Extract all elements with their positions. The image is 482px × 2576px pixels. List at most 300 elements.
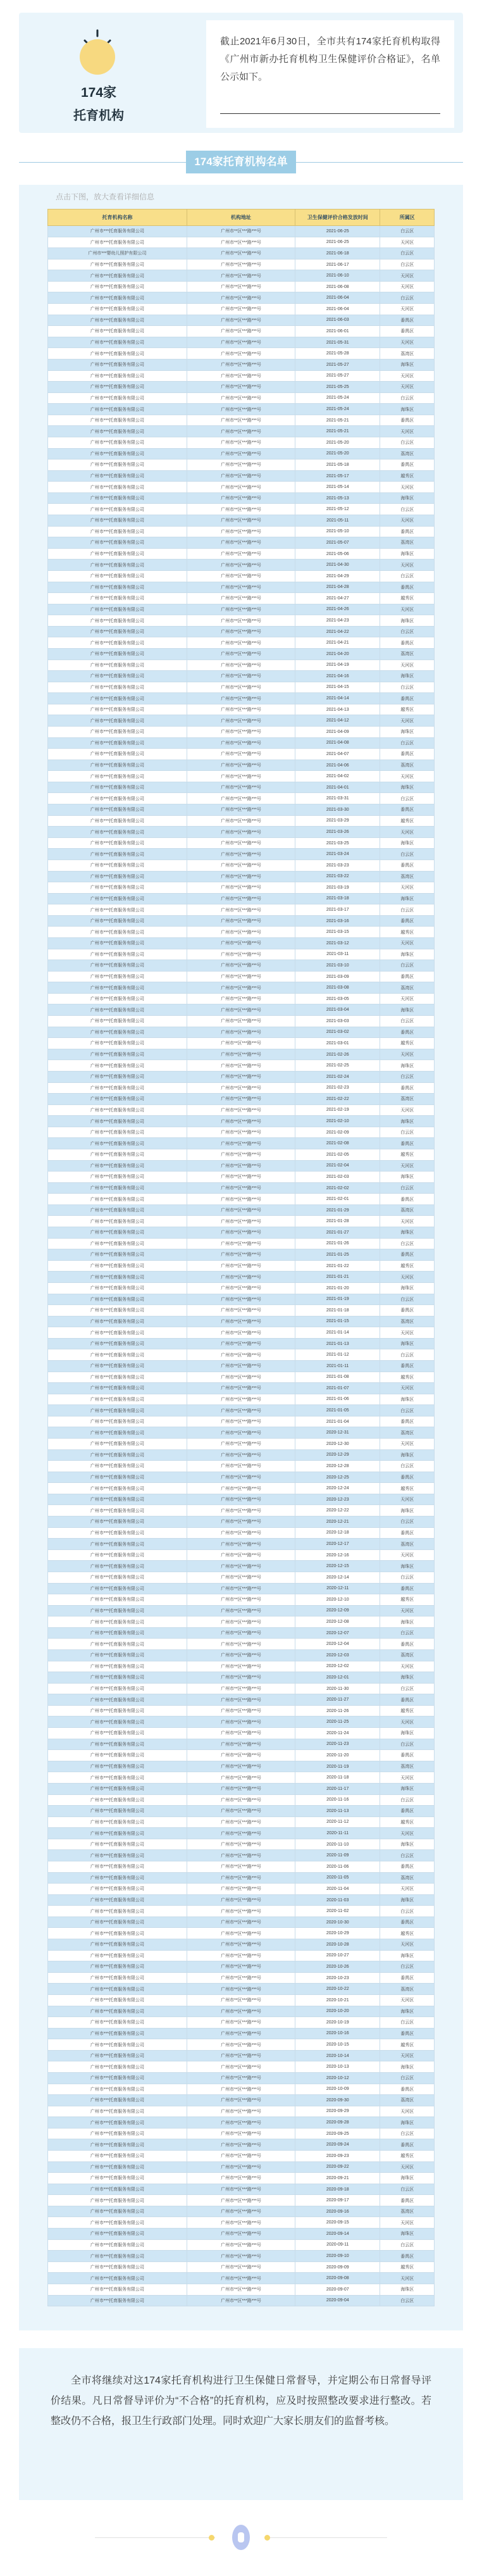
cell-district: 白云区 [380,1572,435,1583]
cell-date: 2020-10-16 [295,2028,380,2039]
cell-district: 番禺区 [380,693,435,704]
divider [220,113,440,114]
cell-district: 天河区 [380,715,435,727]
cell-date: 2021-03-22 [295,871,380,882]
cell-address: 广州市**区***路***号 [187,2229,295,2240]
cell-date: 2020-10-12 [295,2072,380,2084]
cell-org-name: 广州市***托育服务有限公司 [48,1227,187,1239]
cell-date: 2021-01-22 [295,1260,380,1272]
cell-date: 2020-12-15 [295,1561,380,1572]
table-row [48,927,435,938]
cell-org-name: 广州市***托育服务有限公司 [48,326,187,337]
cell-date: 2021-01-25 [295,1249,380,1261]
cell-date: 2021-01-26 [295,1238,380,1249]
cell-district: 天河区 [380,993,435,1004]
cell-district: 番禺区 [380,860,435,871]
table-row [48,437,435,448]
cell-district: 荔湾区 [380,982,435,994]
cell-address: 广州市**区***路***号 [187,927,295,938]
table-row [48,1405,435,1416]
cell-date: 2020-11-03 [295,1894,380,1906]
cell-date: 2020-09-10 [295,2251,380,2262]
cell-date: 2021-05-10 [295,526,380,537]
table-row [48,2229,435,2240]
cell-district: 越秀区 [380,1816,435,1828]
cell-address: 广州市**区***路***号 [187,392,295,404]
table-row [48,815,435,827]
cell-date: 2021-06-04 [295,292,380,304]
cell-org-name: 广州市***托育服务有限公司 [48,1427,187,1439]
cell-district: 番禺区 [380,1583,435,1594]
cell-address: 广州市**区***路***号 [187,1472,295,1483]
table-row [48,315,435,326]
cell-org-name: 广州市***托育服务有限公司 [48,1149,187,1160]
cell-address: 广州市**区***路***号 [187,315,295,326]
cell-date: 2021-01-19 [295,1294,380,1305]
footer-decoration [0,2522,482,2560]
cell-address: 广州市**区***路***号 [187,648,295,660]
table-row [48,1071,435,1082]
cell-district: 白云区 [380,682,435,693]
badge-title: 174家 [80,85,117,100]
cell-district: 海珠区 [380,1116,435,1127]
cell-date: 2020-11-09 [295,1850,380,1861]
cell-date: 2021-03-31 [295,793,380,804]
table-row [48,749,435,760]
cell-district: 越秀区 [380,2151,435,2162]
table-row [48,2239,435,2251]
cell-org-name: 广州市***托育服务有限公司 [48,2106,187,2117]
cell-address: 广州市**区***路***号 [187,1216,295,1227]
table-row [48,1561,435,1572]
cell-address: 广州市**区***路***号 [187,1272,295,1283]
cell-date: 2020-09-22 [295,2161,380,2173]
table-row [48,1716,435,1728]
cell-date: 2021-05-18 [295,460,380,471]
table-header-row [48,209,435,226]
table-row [48,1483,435,1494]
table-row [48,1650,435,1661]
cell-date: 2021-01-20 [295,1282,380,1294]
cell-date: 2020-12-10 [295,1594,380,1606]
cell-district: 白云区 [380,1405,435,1416]
cell-org-name: 广州市***托育服务有限公司 [48,1104,187,1116]
count-badge [42,28,156,123]
cell-address: 广州市**区***路***号 [187,1906,295,1917]
cell-org-name: 广州市***托育服务有限公司 [48,2206,187,2217]
cell-address: 广州市**区***路***号 [187,1661,295,1672]
table-row [48,1839,435,1850]
cell-date: 2021-01-08 [295,1372,380,1383]
cell-org-name: 广州市***托育服务有限公司 [48,615,187,627]
cell-address: 广州市**区***路***号 [187,1527,295,1539]
cell-date: 2020-09-15 [295,2217,380,2229]
intro-text: 截止2021年6月30日，全市共有174家托育机构取得《广州市新办托育机构卫生保健评价合格证》，名单公示如下。 [220,36,440,82]
table-row [48,292,435,304]
cell-org-name: 广州市***托育服务有限公司 [48,815,187,827]
cell-address: 广州市**区***路***号 [187,615,295,627]
cell-district: 白云区 [380,1294,435,1305]
cell-address: 广州市**区***路***号 [187,2161,295,2173]
cell-address: 广州市**区***路***号 [187,2217,295,2229]
cell-address: 广州市**区***路***号 [187,1605,295,1616]
cell-date: 2021-05-27 [295,370,380,382]
cell-date: 2021-02-05 [295,1149,380,1160]
table-row [48,460,435,471]
cell-address: 广州市**区***路***号 [187,426,295,437]
cell-district: 荔湾区 [380,1984,435,1995]
cell-date: 2020-12-11 [295,1583,380,1594]
table-row [48,1739,435,1750]
cell-district: 越秀区 [380,1594,435,1606]
table-row [48,2151,435,2162]
cell-date: 2021-03-15 [295,927,380,938]
cell-address: 广州市**区***路***号 [187,2117,295,2129]
cell-date: 2020-11-18 [295,1772,380,1784]
table-row [48,782,435,793]
cell-address: 广州市**区***路***号 [187,1783,295,1794]
cell-org-name: 广州市***托育服务有限公司 [48,2050,187,2061]
cell-address: 广州市**区***路***号 [187,1561,295,1572]
cell-date: 2021-03-30 [295,804,380,816]
cell-date: 2021-04-21 [295,637,380,649]
cell-address: 广州市**区***路***号 [187,1204,295,1216]
cell-org-name: 广州市***托育服务有限公司 [48,1716,187,1728]
cell-district: 越秀区 [380,593,435,604]
cell-org-name: 广州市***托育服务有限公司 [48,460,187,471]
cell-org-name: 广州市***托育服务有限公司 [48,1694,187,1706]
cell-address: 广州市**区***路***号 [187,448,295,460]
table-row [48,1516,435,1528]
cell-district: 海珠区 [380,1227,435,1239]
cell-date: 2020-09-14 [295,2229,380,2240]
cell-address: 广州市**区***路***号 [187,2261,295,2273]
cell-district: 白云区 [380,437,435,448]
cell-date: 2021-03-05 [295,993,380,1004]
cell-date: 2021-01-18 [295,1305,380,1316]
table-row [48,827,435,838]
cell-date: 2021-05-11 [295,515,380,527]
cell-org-name: 广州市***托育服务有限公司 [48,2273,187,2284]
cell-org-name: 广州市***托育服务有限公司 [48,804,187,816]
cell-district: 天河区 [380,1160,435,1172]
cell-date: 2021-05-06 [295,548,380,560]
cell-address: 广州市**区***路***号 [187,1372,295,1383]
cell-org-name: 广州市***托育服务有限公司 [48,1950,187,1961]
cell-org-name: 广州市***托育服务有限公司 [48,2161,187,2173]
cell-org-name: 广州市***托育服务有限公司 [48,793,187,804]
cell-address: 广州市**区***路***号 [187,804,295,816]
cell-address: 广州市**区***路***号 [187,1305,295,1316]
table-row [48,1549,435,1561]
table-row [48,693,435,704]
cell-address: 广州市**区***路***号 [187,326,295,337]
table-row [48,648,435,660]
cell-date: 2021-05-20 [295,437,380,448]
cell-address: 广州市**区***路***号 [187,1038,295,1049]
cell-address: 广州市**区***路***号 [187,1104,295,1116]
table-row [48,448,435,460]
table-row [48,1160,435,1172]
cell-district: 天河区 [380,771,435,782]
cell-date: 2021-03-12 [295,938,380,949]
cell-org-name: 广州市***托育服务有限公司 [48,1439,187,1450]
cell-org-name: 广州市***托育服务有限公司 [48,1527,187,1539]
cell-org-name: 广州市***托育服务有限公司 [48,2195,187,2206]
cell-district: 天河区 [380,382,435,393]
cell-date: 2021-02-02 [295,1182,380,1194]
cell-org-name: 广州市***托育服务有限公司 [48,2173,187,2184]
cell-date: 2021-03-11 [295,949,380,960]
table-row [48,348,435,360]
table-row [48,1994,435,2006]
table-row [48,1138,435,1149]
cell-date: 2020-10-27 [295,1950,380,1961]
cell-date: 2021-05-07 [295,537,380,549]
cell-address: 广州市**区***路***号 [187,1016,295,1027]
cell-address: 广州市**区***路***号 [187,1994,295,2006]
cell-address: 广州市**区***路***号 [187,1094,295,1105]
cell-district: 天河区 [380,1884,435,1895]
cell-org-name: 广州市***托育服务有限公司 [48,1583,187,1594]
cell-district: 海珠区 [380,2117,435,2129]
cell-address: 广州市**区***路***号 [187,1961,295,1973]
cell-date: 2021-03-25 [295,837,380,849]
cell-district: 番禺区 [380,1249,435,1261]
cell-org-name: 广州市***托育服务有限公司 [48,370,187,382]
cell-date: 2020-12-25 [295,1472,380,1483]
cell-district: 海珠区 [380,2006,435,2017]
cell-district: 白云区 [380,259,435,270]
cell-district: 海珠区 [380,837,435,849]
cell-org-name: 广州市***托育服务有限公司 [48,1394,187,1405]
cell-org-name: 广州市***托育服务有限公司 [48,882,187,894]
cell-date: 2021-01-28 [295,1216,380,1227]
cell-date: 2020-11-23 [295,1739,380,1750]
cell-district: 荔湾区 [380,1872,435,1884]
cell-date: 2021-05-24 [295,404,380,415]
cell-district: 白云区 [380,793,435,804]
table-row [48,492,435,504]
cell-date: 2021-05-27 [295,359,380,370]
table-row [48,1527,435,1539]
cell-address: 广州市**区***路***号 [187,404,295,415]
cell-org-name: 广州市***托育服务有限公司 [48,2006,187,2017]
cell-district: 海珠区 [380,1783,435,1794]
table-row [48,1338,435,1349]
cell-district: 海珠区 [380,1728,435,1739]
cell-org-name: 广州市***托育服务有限公司 [48,2251,187,2262]
cell-org-name: 广州市***托育服务有限公司 [48,548,187,560]
cell-address: 广州市**区***路***号 [187,2239,295,2251]
cell-date: 2020-10-22 [295,1984,380,1995]
cell-date: 2021-03-19 [295,882,380,894]
cell-date: 2021-01-11 [295,1360,380,1372]
cell-address: 广州市**区***路***号 [187,1027,295,1038]
cell-address: 广州市**区***路***号 [187,1505,295,1516]
cell-district: 番禺区 [380,1194,435,1205]
cell-org-name: 广州市***托育服务有限公司 [48,1182,187,1194]
cell-org-name: 广州市***托育服务有限公司 [48,1116,187,1127]
table-row [48,1539,435,1550]
cell-district: 荔湾区 [380,1650,435,1661]
cell-address: 广州市**区***路***号 [187,771,295,782]
cell-org-name: 广州市***托育服务有限公司 [48,949,187,960]
cell-date: 2020-10-30 [295,1916,380,1928]
table-row [48,682,435,693]
cell-address: 广州市**区***路***号 [187,2095,295,2106]
cell-org-name: 广州市***托育服务有限公司 [48,2028,187,2039]
cell-district: 荔湾区 [380,1094,435,1105]
table-row [48,1594,435,1606]
cell-district: 番禺区 [380,1082,435,1094]
cell-org-name: 广州市***托育服务有限公司 [48,270,187,282]
table-row [48,1505,435,1516]
cell-date: 2021-06-25 [295,226,380,237]
cell-org-name: 广州市***托育服务有限公司 [48,382,187,393]
table-row [48,1816,435,1828]
cell-district: 天河区 [380,2217,435,2229]
table-body [48,226,435,2306]
cell-org-name: 广州市***托育服务有限公司 [48,281,187,292]
cell-address: 广州市**区***路***号 [187,1750,295,1761]
cell-date: 2021-04-14 [295,693,380,704]
cell-org-name: 广州市***托育服务有限公司 [48,1516,187,1528]
cell-date: 2021-04-01 [295,782,380,793]
table-row [48,2028,435,2039]
cell-district: 番禺区 [380,526,435,537]
cell-district: 荔湾区 [380,871,435,882]
cell-org-name: 广州市***托育服务有限公司 [48,1282,187,1294]
cell-date: 2020-09-21 [295,2173,380,2184]
badge-subtitle: 托育机构 [73,109,124,123]
table-row [48,1772,435,1784]
cell-date: 2021-04-20 [295,648,380,660]
cell-district: 天河区 [380,1994,435,2006]
cell-date: 2020-09-23 [295,2151,380,2162]
cell-district: 天河区 [380,1494,435,1505]
cell-date: 2021-01-12 [295,1349,380,1361]
cell-org-name: 广州市***托育服务有限公司 [48,1305,187,1316]
cell-district: 越秀区 [380,927,435,938]
cell-org-name: 广州市***托育服务有限公司 [48,404,187,415]
cell-date: 2020-12-21 [295,1516,380,1528]
cell-date: 2021-04-26 [295,604,380,615]
table-row [48,715,435,727]
table-row [48,2184,435,2195]
cell-district: 天河区 [380,938,435,949]
cell-district: 白云区 [380,248,435,259]
cell-district: 番禺区 [380,1472,435,1483]
table-section-header [19,147,463,177]
cell-org-name: 广州市***托育服务有限公司 [48,1172,187,1183]
table-row [48,2050,435,2061]
table-row [48,1683,435,1694]
table-row [48,2173,435,2184]
cell-org-name: 广州市***托育服务有限公司 [48,727,187,738]
cell-district: 海珠区 [380,782,435,793]
table-row [48,1672,435,1684]
cell-org-name: 广州市***托育服务有限公司 [48,1383,187,1394]
table-row [48,237,435,248]
cell-date: 2020-11-02 [295,1906,380,1917]
cell-org-name: 广州市***托育服务有限公司 [48,1004,187,1016]
cell-org-name: 广州市***托育服务有限公司 [48,1884,187,1895]
cell-date: 2021-02-01 [295,1194,380,1205]
column-header-date: 卫生保健评价合格发放时间 [295,209,380,226]
table-row [48,1972,435,1984]
cell-address: 广州市**区***路***号 [187,2173,295,2184]
table-row [48,548,435,560]
cell-org-name: 广州市***托育服务有限公司 [48,1294,187,1305]
cell-org-name: 广州市***托育服务有限公司 [48,482,187,493]
cell-district: 番禺区 [380,2028,435,2039]
cell-address: 广州市**区***路***号 [187,1572,295,1583]
cell-date: 2020-12-22 [295,1505,380,1516]
cell-date: 2020-09-07 [295,2284,380,2295]
cell-district: 番禺区 [380,1305,435,1316]
cell-org-name: 广州市***托育服务有限公司 [48,1994,187,2006]
cell-district: 白云区 [380,292,435,304]
cell-district: 天河区 [380,1661,435,1672]
cell-org-name: 广州市***托育服务有限公司 [48,704,187,715]
cell-district: 番禺区 [380,1806,435,1817]
table-row [48,1928,435,1939]
table-row [48,504,435,515]
cell-date: 2021-02-25 [295,1060,380,1072]
table-row [48,281,435,292]
table-row [48,1806,435,1817]
cell-date: 2021-03-24 [295,849,380,860]
cell-address: 广州市**区***路***号 [187,348,295,360]
cell-org-name: 广州市***托育服务有限公司 [48,359,187,370]
cell-address: 广州市**区***路***号 [187,1728,295,1739]
table-row [48,2084,435,2095]
cell-org-name: 广州市***托育服务有限公司 [48,1204,187,1216]
table-row [48,1950,435,1961]
cell-org-name: 广州市***托育服务有限公司 [48,537,187,549]
cell-date: 2021-03-08 [295,982,380,994]
cell-district: 番禺区 [380,1694,435,1706]
table-row [48,2206,435,2217]
cell-address: 广州市**区***路***号 [187,1127,295,1138]
cell-district: 天河区 [380,1716,435,1728]
cell-district: 荔湾区 [380,1204,435,1216]
cell-date: 2021-02-09 [295,1127,380,1138]
cell-org-name: 广州市***托育服务有限公司 [48,1071,187,1082]
cell-date: 2021-04-27 [295,593,380,604]
cell-district: 海珠区 [380,1060,435,1072]
cell-district: 海珠区 [380,671,435,682]
cell-org-name: 广州市***托育服务有限公司 [48,1839,187,1850]
cell-district: 海珠区 [380,2229,435,2240]
table-row [48,259,435,270]
cell-address: 广州市**区***路***号 [187,760,295,771]
cell-org-name: 广州市***托育服务有限公司 [48,515,187,527]
org-table[interactable] [47,209,435,2306]
table-row [48,1372,435,1383]
cell-date: 2020-11-27 [295,1694,380,1706]
cell-district: 天河区 [380,2273,435,2284]
cell-address: 广州市**区***路***号 [187,1816,295,1828]
cell-date: 2021-01-04 [295,1416,380,1427]
cell-org-name: 广州市***托育服务有限公司 [48,1416,187,1427]
cell-district: 天河区 [380,426,435,437]
cell-address: 广州市**区***路***号 [187,515,295,527]
cell-org-name: 广州市***托育服务有限公司 [48,1572,187,1583]
cell-address: 广州市**区***路***号 [187,1839,295,1850]
cell-district: 越秀区 [380,2261,435,2273]
